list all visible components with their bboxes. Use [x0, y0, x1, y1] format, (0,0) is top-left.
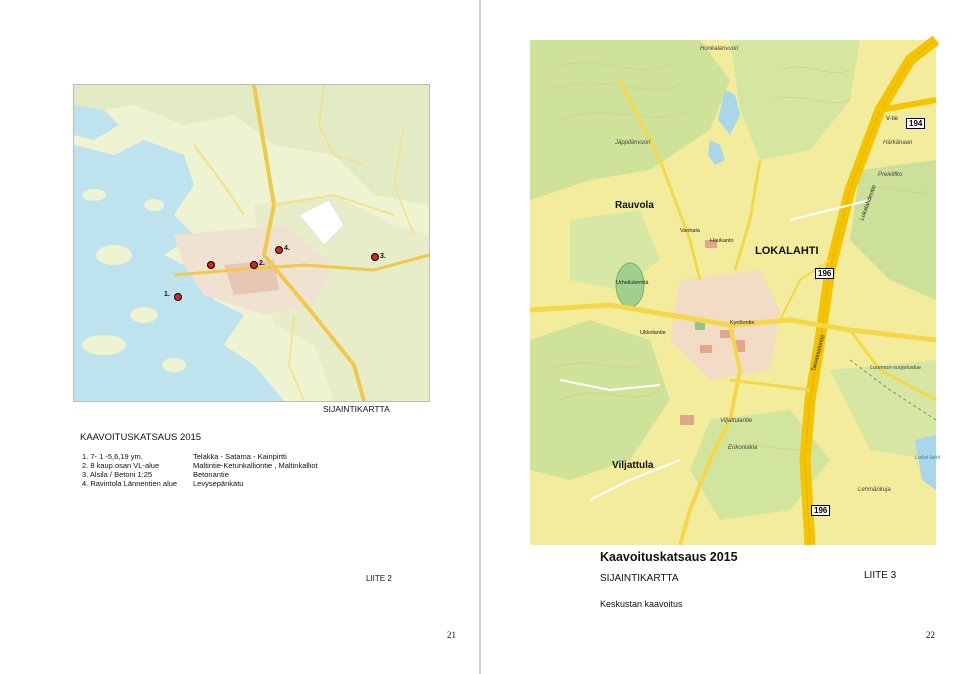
- appendix-label: LIITE 2: [366, 574, 392, 583]
- map-label-taivassalontie: Taivassalontie: [811, 334, 827, 372]
- left-page: [0, 0, 479, 674]
- map-label-erikoniakia: Erikoniakia: [728, 445, 758, 451]
- map-caption: SIJAINTIKARTTA: [323, 404, 390, 414]
- map-label-haukanto: Haukanto: [710, 238, 734, 244]
- marker-label-3: 3.: [380, 253, 386, 260]
- note-text: Keskustan kaavoitus: [600, 599, 683, 609]
- list-item: 1. 7- 1 -5,6,19 ym.: [82, 452, 143, 461]
- map-label-lokalahti-bay: Lokal-lahti: [915, 455, 941, 461]
- list-item: 2. 8 kaup.osan VL-alue: [82, 461, 160, 470]
- location-map-right: [530, 40, 941, 545]
- list-item: 3. Alsila / Betoni 1:25: [82, 470, 153, 479]
- list-item: 4. Ravintola Lännentien alue: [82, 479, 178, 488]
- map-label-vtie: V-tie: [886, 116, 899, 122]
- page-title: Kaavoituskatsaus 2015: [600, 550, 738, 564]
- list-item: Maltintie-Ketunkalliontie , Maltinkalliot: [193, 461, 318, 470]
- place-viljattula: Viljattula: [612, 460, 654, 471]
- map-label-viljattulantie: Viljattulantie: [720, 418, 753, 424]
- list-item: Telakka - Satama - Kainpirtti: [193, 452, 287, 461]
- place-lokalahti: LOKALAHTI: [755, 245, 819, 257]
- map-label-luonnonsuojelualue: Luonnon-suojelualue: [870, 365, 922, 371]
- map-label-honkalanvuori: Honkalanvuori: [700, 46, 739, 52]
- location-map-left: [73, 84, 430, 402]
- road-shield-196: 196: [811, 505, 830, 516]
- project-list-right: [193, 452, 318, 488]
- place-rauvola: Rauvola: [615, 200, 654, 211]
- map-label-urheilukentta: Urheilukenttä: [616, 280, 649, 286]
- road-shield-194: 194: [906, 118, 925, 129]
- map-label-jappilanvuori: Jäppilänvuori: [615, 140, 651, 146]
- list-item: Levysepänkatu: [193, 479, 244, 488]
- right-page: [481, 0, 960, 674]
- map-label-preivilfko: Preivilfko: [878, 172, 903, 178]
- map-label-ukkolantie: Ukkolantie: [640, 330, 666, 336]
- marker-label-2: 2.: [259, 260, 265, 267]
- page-number: 22: [926, 630, 935, 640]
- map-graphic: [74, 85, 429, 401]
- map-caption: SIJAINTIKARTTA: [600, 573, 679, 584]
- appendix-label: LIITE 3: [864, 570, 897, 581]
- map-label-lokalahdentie: Lokalahdentie: [859, 184, 878, 222]
- map-label-lehmankuja: Lehmänkuja: [858, 487, 891, 493]
- marker-label-4: 4.: [284, 245, 290, 252]
- map-label-harkanaan: Härkänaan: [883, 140, 913, 146]
- road-shield-196: 196: [815, 268, 834, 279]
- map-label-kyrolontie: Kyrölontie: [730, 320, 755, 326]
- marker-label-1: 1.: [164, 291, 170, 298]
- list-item: Betonantie: [193, 470, 229, 479]
- project-list-left: [82, 452, 177, 488]
- map-label-vanhala: Vanhala: [680, 228, 700, 234]
- page-number: 21: [447, 630, 456, 640]
- map-graphic: [530, 40, 936, 545]
- page-title: KAAVOITUSKATSAUS 2015: [80, 432, 202, 443]
